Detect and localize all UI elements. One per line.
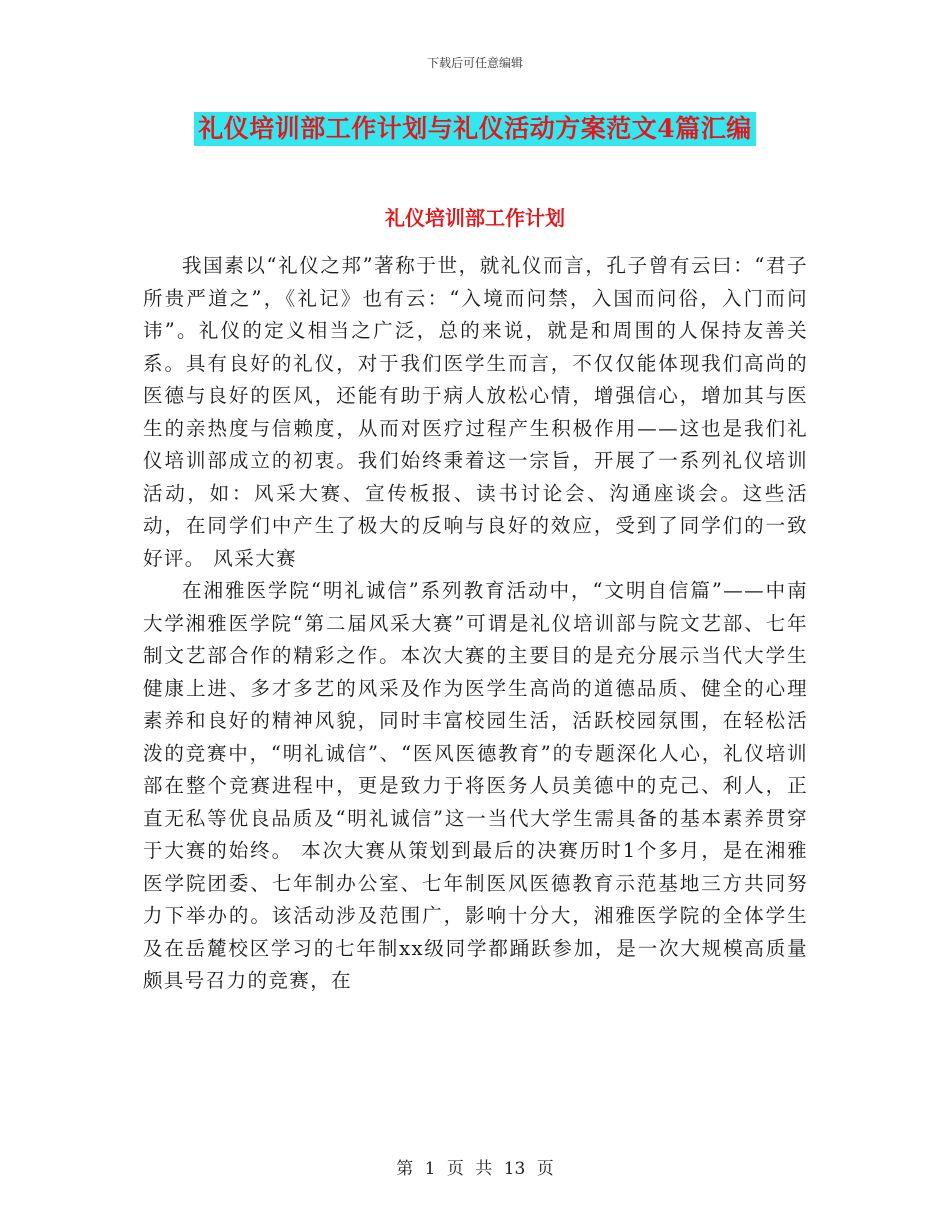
body-paragraph: 我国素以“礼仪之邦”著称于世，就礼仪而言，孔子曾有云曰：“君子所贵严道之”，《礼记》也有云：“入境而问禁，入国而问俗，入门而问讳”。礼仪的定义相当之广泛，总的来说，就是和周围的人保持友善关系。具有良好的礼仪，对于我们医学生而言，不仅仅能体现我们高尚的医德与良好的医风，还能有助于病人放松心情，增强信心，增加其与医生的亲热度与信赖度，从而对医疗过程产生积极作用——这也是我们礼仪培训部成立的初衷。我们始终秉着这一宗旨，开展了一系列礼仪培训活动，如：风采大赛、宣传板报、读书讨论会、沟通座谈会。这些活动，在同学们中产生了极大的反响与良好的效应，受到了同学们的一致好评。 风采大赛 bbox=[143, 254, 808, 570]
document-title-container bbox=[0, 112, 950, 146]
document-body bbox=[143, 250, 808, 998]
document-title: 礼仪培训部工作计划与礼仪活动方案范文4篇汇编 bbox=[194, 112, 755, 146]
page-header-note: 下载后可任意编辑 bbox=[426, 56, 523, 70]
section-title: 礼仪培训部工作计划 bbox=[385, 206, 565, 230]
body-paragraph: 在湘雅医学院“明礼诚信”系列教育活动中，“文明自信篇”——中南大学湘雅医学院“第二届风采大赛”可谓是礼仪培训部与院文艺部、七年制文艺部合作的精彩之作。本次大赛的主要目的是充分展示当代大学生健康上进、多才多艺的风采及作为医学生高尚的道德品质、健全的心理素养和良好的精神风貌，同时丰富校园生活，活跃校园氛围，在轻松活泼的竞赛中，“明礼诚信”、“医风医德教育”的专题深化人心，礼仪培训部在整个竞赛进程中，更是致力于将医务人员美德中的克己、利人，正直无私等优良品质及“明礼诚信”这一当代大学生需具备的基本素养贯穿于大赛的始终。 本次大赛从策划到最后的决赛历时1个多月，是在湘雅医学院团委、七年制办公室、七年制医风医德教育示范基地三方共同努力下举办的。该活动涉及范围广，影响十分大，湘雅医学院的全体学生及在岳麓校区学习的七年制xx级同学都踊跃参加，是一次大规模高质量颇具号召力的竞赛，在 bbox=[143, 579, 808, 992]
page-footer: 第 1 页 共 13 页 bbox=[396, 1159, 554, 1179]
